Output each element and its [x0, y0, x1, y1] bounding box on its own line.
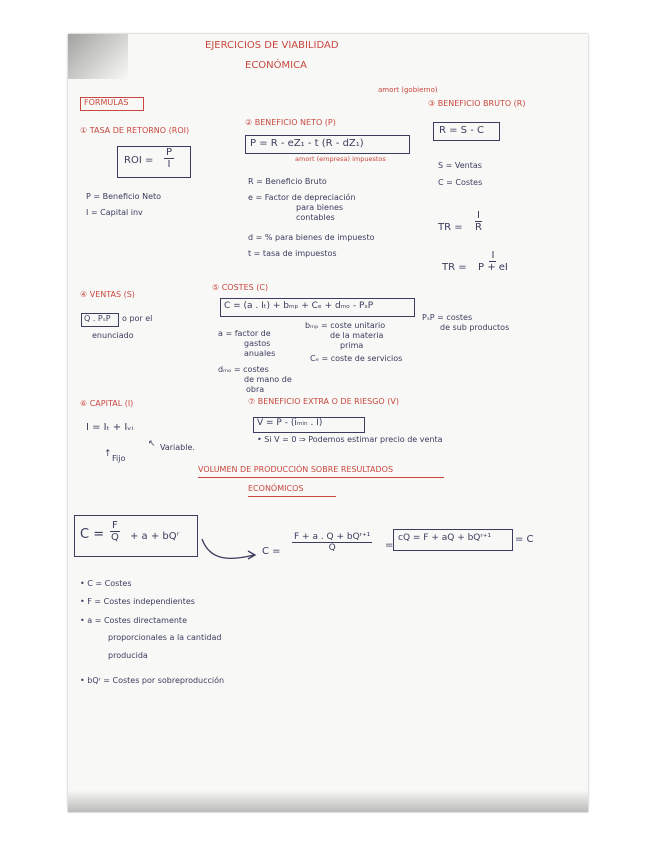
tr2-fraction [478, 250, 508, 273]
costes-def-p2: de sub productos [440, 323, 510, 332]
arrow-right-icon [200, 535, 258, 565]
beneficio-neto-formula: P = R - eZ₁ - t (R - dZ₁) [250, 138, 364, 149]
capital-formula: I = Iₜ + Iᵥᵢ [86, 422, 134, 433]
capital-fijo: Fijo [112, 454, 126, 463]
def-c: C = Costes [438, 178, 483, 187]
costes-def-b2: de la materia [330, 331, 384, 340]
costes-def-a3: anuales [244, 349, 276, 358]
volumen-underline-2 [248, 496, 336, 497]
mid-denominator: Q [328, 543, 336, 553]
costes-def-d2: de mano de [244, 375, 292, 384]
ventas-text1: o por el [122, 314, 153, 323]
beneficio-extra-note: • Si V = 0 ⇒ Podemos estimar precio de venta [257, 435, 443, 444]
costes-def-d1: dₘₒ = costes [218, 365, 269, 374]
mid-numerator: F + a . Q + bQʳ⁺¹ [294, 532, 371, 542]
def-s: S = Ventas [438, 161, 482, 170]
def-e-2: para bienes [296, 203, 344, 212]
costes-def-d3: obra [246, 385, 265, 394]
page-shadow-bottom [68, 790, 588, 812]
def-r: R = Beneficio Bruto [248, 177, 327, 186]
tr1-lhs: TR = [438, 222, 463, 233]
section-beneficio-neto-title: ② BENEFICIO NETO (P) [245, 118, 336, 127]
roi-fraction [164, 147, 174, 170]
roi-def-i: I = Capital inv [86, 208, 143, 217]
tail-c: = C [515, 534, 534, 545]
beneficio-bruto-formula: R = S - C [439, 125, 484, 136]
boxed-formula: cQ = F + aQ + bQʳ⁺¹ [398, 533, 492, 543]
costes-def-a2: gastos [244, 339, 271, 348]
roi-def-p: P = Beneficio Neto [86, 192, 162, 201]
section-roi-title: ① TASA DE RETORNO (ROI) [80, 126, 190, 135]
big-numerator: F [112, 520, 118, 531]
costes-def-p1: PₛP = costes [422, 313, 473, 322]
tr2-numerator: I [491, 250, 495, 261]
def-t: t = tasa de impuestos [248, 249, 337, 258]
page-shadow [68, 34, 128, 79]
tr1-fraction [475, 210, 482, 233]
def-item-1: • C = Costes [80, 579, 132, 588]
roi-denominator: I [167, 159, 171, 170]
big-lhs: C = [80, 527, 105, 542]
tr1-denominator: R [475, 222, 482, 233]
costes-def-ce: Cₑ = coste de servicios [310, 354, 403, 363]
def-item-3c: producida [108, 651, 148, 660]
tr2-lhs: TR = [442, 262, 467, 273]
tr1-numerator: I [477, 210, 480, 221]
def-item-3b: proporcionales a la cantidad [108, 633, 222, 642]
section-capital-title: ⑥ CAPITAL (I) [80, 399, 134, 408]
def-item-2: • F = Costes independientes [80, 597, 195, 606]
mid-equals: = [385, 540, 394, 551]
page-title-line2: ECONÓMICA [245, 60, 307, 71]
roi-numerator: P [166, 147, 173, 158]
costes-def-b3: prima [340, 341, 364, 350]
roi-lhs: ROI = [124, 155, 154, 166]
section-costes-title: ⑤ COSTES (C) [212, 283, 269, 292]
def-e: e = Factor de depreciación [248, 193, 356, 202]
arrow-fijo-icon: ↑ [104, 449, 112, 459]
amort-empresa-note: amort (empresa) impuestos [295, 155, 386, 163]
formulas-label: FORMULAS [84, 98, 129, 107]
beneficio-extra-formula: V = P - (iₘᵢₙ . I) [257, 418, 323, 428]
volumen-heading-2: ECONÓMICOS [248, 484, 304, 493]
amort-gobierno-note: amort (gobierno) [378, 86, 438, 94]
ventas-text2: enunciado [92, 331, 134, 340]
def-d: d = % para bienes de impuesto [248, 233, 375, 242]
mid-fraction [292, 532, 372, 553]
big-rest: + a + bQʳ [130, 531, 180, 542]
volumen-heading: VOLUMEN DE PRODUCCIÓN SOBRE RESULTADOS [198, 465, 394, 474]
section-beneficio-bruto-title: ③ BENEFICIO BRUTO (R) [428, 99, 526, 108]
arrow-variable-icon: ↖ [148, 439, 156, 449]
page-title: EJERCICIOS DE VIABILIDAD [205, 40, 339, 51]
section-beneficio-extra-title: ⑦ BENEFICIO EXTRA O DE RIESGO (V) [248, 397, 399, 406]
costes-def-a1: a = factor de [218, 329, 271, 338]
ventas-boxed: Q . PₛP [84, 314, 111, 323]
big-fraction [110, 520, 120, 543]
tr2-denominator: P + eI [478, 262, 508, 273]
volumen-underline [198, 477, 444, 478]
costes-formula: C = (a . Iₜ) + bₘₚ + Cₑ + dₘₒ - PₛP [224, 301, 374, 311]
mid-lhs: C = [262, 546, 281, 557]
section-ventas-title: ④ VENTAS (S) [80, 290, 135, 299]
def-item-4: • bQʳ = Costes por sobreproducción [80, 676, 225, 685]
costes-def-b1: bₘₚ = coste unitario [305, 321, 386, 330]
big-denominator: Q [110, 532, 119, 543]
capital-variable: Variable. [160, 443, 195, 452]
def-e-3: contables [296, 213, 335, 222]
def-item-3: • a = Costes directamente [80, 616, 187, 625]
